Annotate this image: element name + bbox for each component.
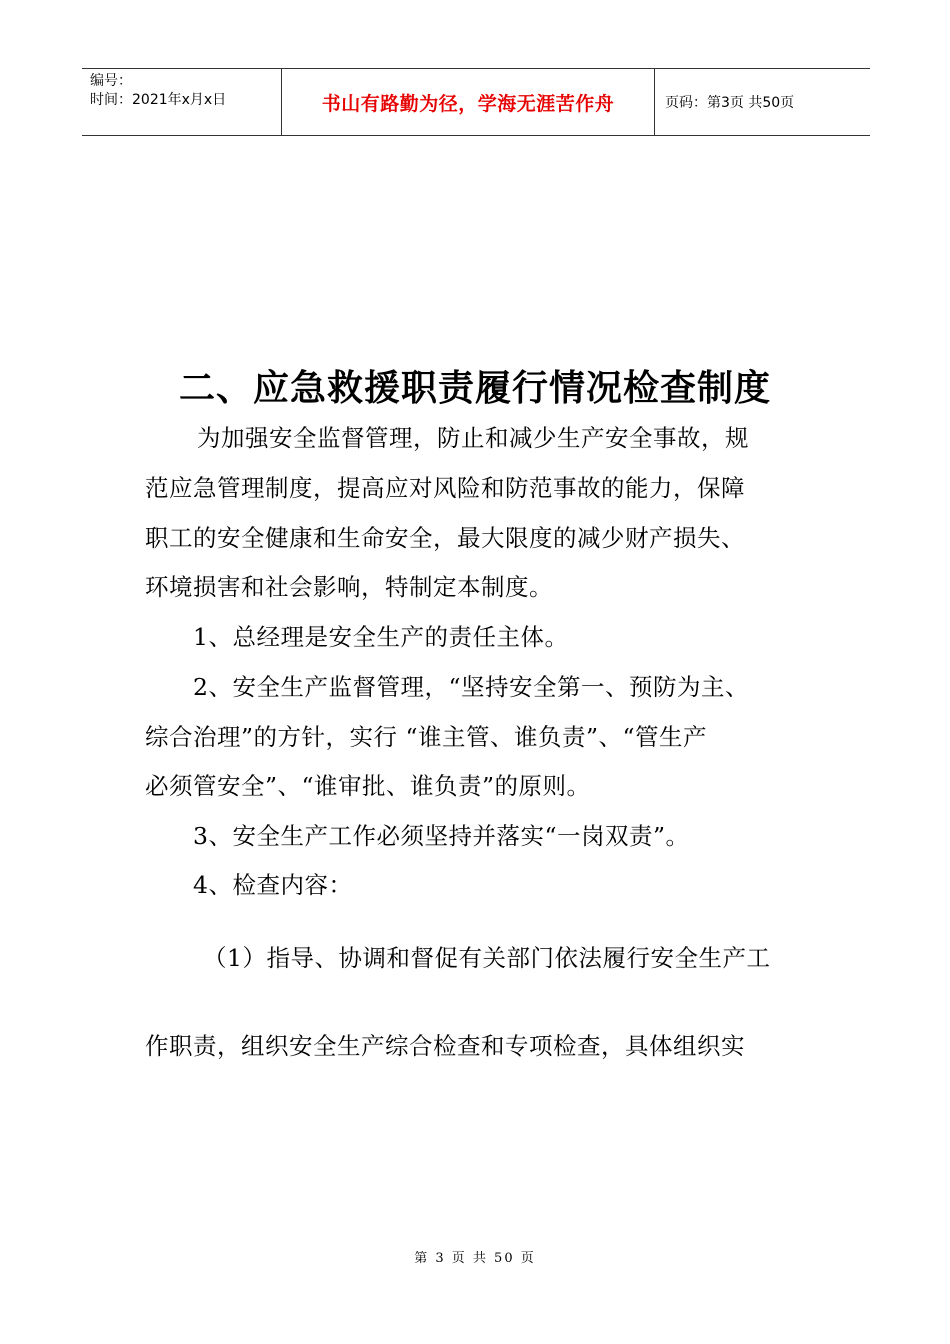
time-label: 时间：2021年x月x日	[90, 92, 227, 108]
header-meta	[82, 69, 282, 135]
paragraph-line: 环境损害和社会影响，特制定本制度。	[145, 573, 553, 601]
list-item: 2、安全生产监督管理，“坚持安全第一、预防为主、	[193, 673, 749, 701]
list-item: 1、总经理是安全生产的责任主体。	[193, 623, 569, 651]
document-header	[82, 68, 870, 136]
page-footer: 第 3 页 共 50 页	[414, 1251, 536, 1266]
paragraph-line: 必须管安全”、“谁审批、谁负责”的原则。	[145, 772, 591, 800]
list-item: 4、检查内容：	[193, 871, 353, 899]
document-title: 二、应急救援职责履行情况检查制度	[178, 368, 771, 409]
header-motto: 书山有路勤为径，学海无涯苦作舟	[282, 69, 655, 135]
list-item: 3、安全生产工作必须坚持并落实“一岗双责”。	[193, 822, 690, 850]
paragraph-line: 作职责，组织安全生产综合检查和专项检查，具体组织实	[145, 1032, 745, 1060]
number-label: 编号：	[90, 73, 132, 89]
paragraph-line: 为加强安全监督管理，防止和减少生产安全事故，规	[197, 424, 749, 452]
header-page-code: 页码：第3页 共50页	[665, 95, 795, 111]
paragraph-line: 范应急管理制度，提高应对风险和防范事故的能力，保障	[145, 474, 745, 502]
paragraph-line: 职工的安全健康和生命安全，最大限度的减少财产损失、	[145, 524, 745, 552]
list-item: （1）指导、协调和督促有关部门依法履行安全生产工	[203, 944, 771, 972]
paragraph-line: 综合治理”的方针，实行 “谁主管、谁负责”、“管生产	[145, 723, 708, 751]
